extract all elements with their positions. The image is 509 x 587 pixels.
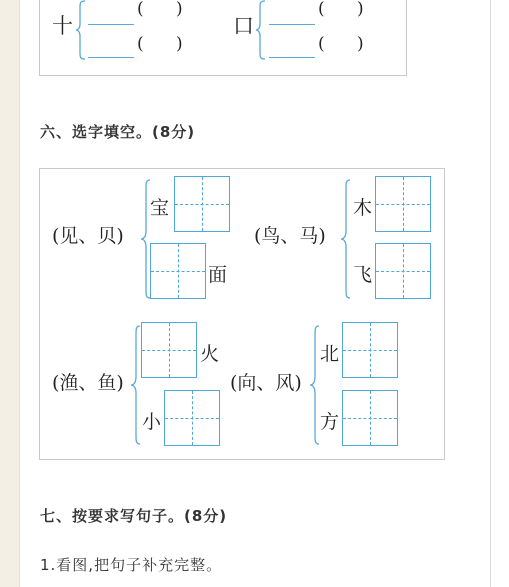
- tian-grid-answer-box[interactable]: [375, 176, 431, 232]
- given-character: 小: [142, 411, 162, 433]
- section5-box: [39, 0, 407, 76]
- answer-line[interactable]: [88, 57, 134, 58]
- given-character: 方: [320, 411, 340, 433]
- answer-parentheses[interactable]: ( ): [137, 34, 183, 54]
- answer-line[interactable]: [88, 24, 134, 25]
- given-character: 飞: [353, 264, 373, 286]
- char-pair-label: (见、贝): [52, 225, 124, 247]
- left-margin-divider: [19, 0, 20, 587]
- section6-box: [39, 168, 445, 460]
- tian-grid-answer-box[interactable]: [150, 243, 206, 299]
- answer-line[interactable]: [269, 24, 315, 25]
- char-pair-label: (渔、鱼): [52, 372, 124, 394]
- tian-grid-answer-box[interactable]: [375, 243, 431, 299]
- char-pair-label: (向、风): [230, 372, 302, 394]
- base-character: 十: [52, 14, 73, 38]
- answer-parentheses[interactable]: ( ): [318, 0, 364, 19]
- tian-grid-answer-box[interactable]: [174, 176, 230, 232]
- brace-icon: [76, 0, 86, 60]
- given-character: 宝: [150, 197, 170, 219]
- answer-line[interactable]: [269, 57, 315, 58]
- tian-grid-answer-box[interactable]: [342, 390, 398, 446]
- char-pair-label: (鸟、马): [254, 225, 326, 247]
- given-character: 木: [353, 197, 373, 219]
- answer-parentheses[interactable]: ( ): [137, 0, 183, 19]
- right-margin: [491, 0, 509, 587]
- tian-grid-answer-box[interactable]: [164, 390, 220, 446]
- base-character: 口: [233, 14, 254, 38]
- given-character: 火: [200, 343, 220, 365]
- answer-parentheses[interactable]: ( ): [318, 34, 364, 54]
- given-character: 北: [320, 343, 340, 365]
- brace-icon: [256, 0, 266, 60]
- brace-icon: [341, 179, 351, 299]
- left-margin-stripe: [0, 0, 19, 587]
- tian-grid-answer-box[interactable]: [342, 322, 398, 378]
- section6-heading: 六、选字填空。(8分): [40, 123, 196, 141]
- section7-heading: 七、按要求写句子。(8分): [40, 507, 228, 525]
- given-character: 面: [208, 264, 228, 286]
- brace-icon: [310, 325, 320, 445]
- tian-grid-answer-box[interactable]: [141, 322, 197, 378]
- section7-item-1: 1.看图,把句子补充完整。: [40, 556, 223, 574]
- brace-icon: [131, 325, 141, 445]
